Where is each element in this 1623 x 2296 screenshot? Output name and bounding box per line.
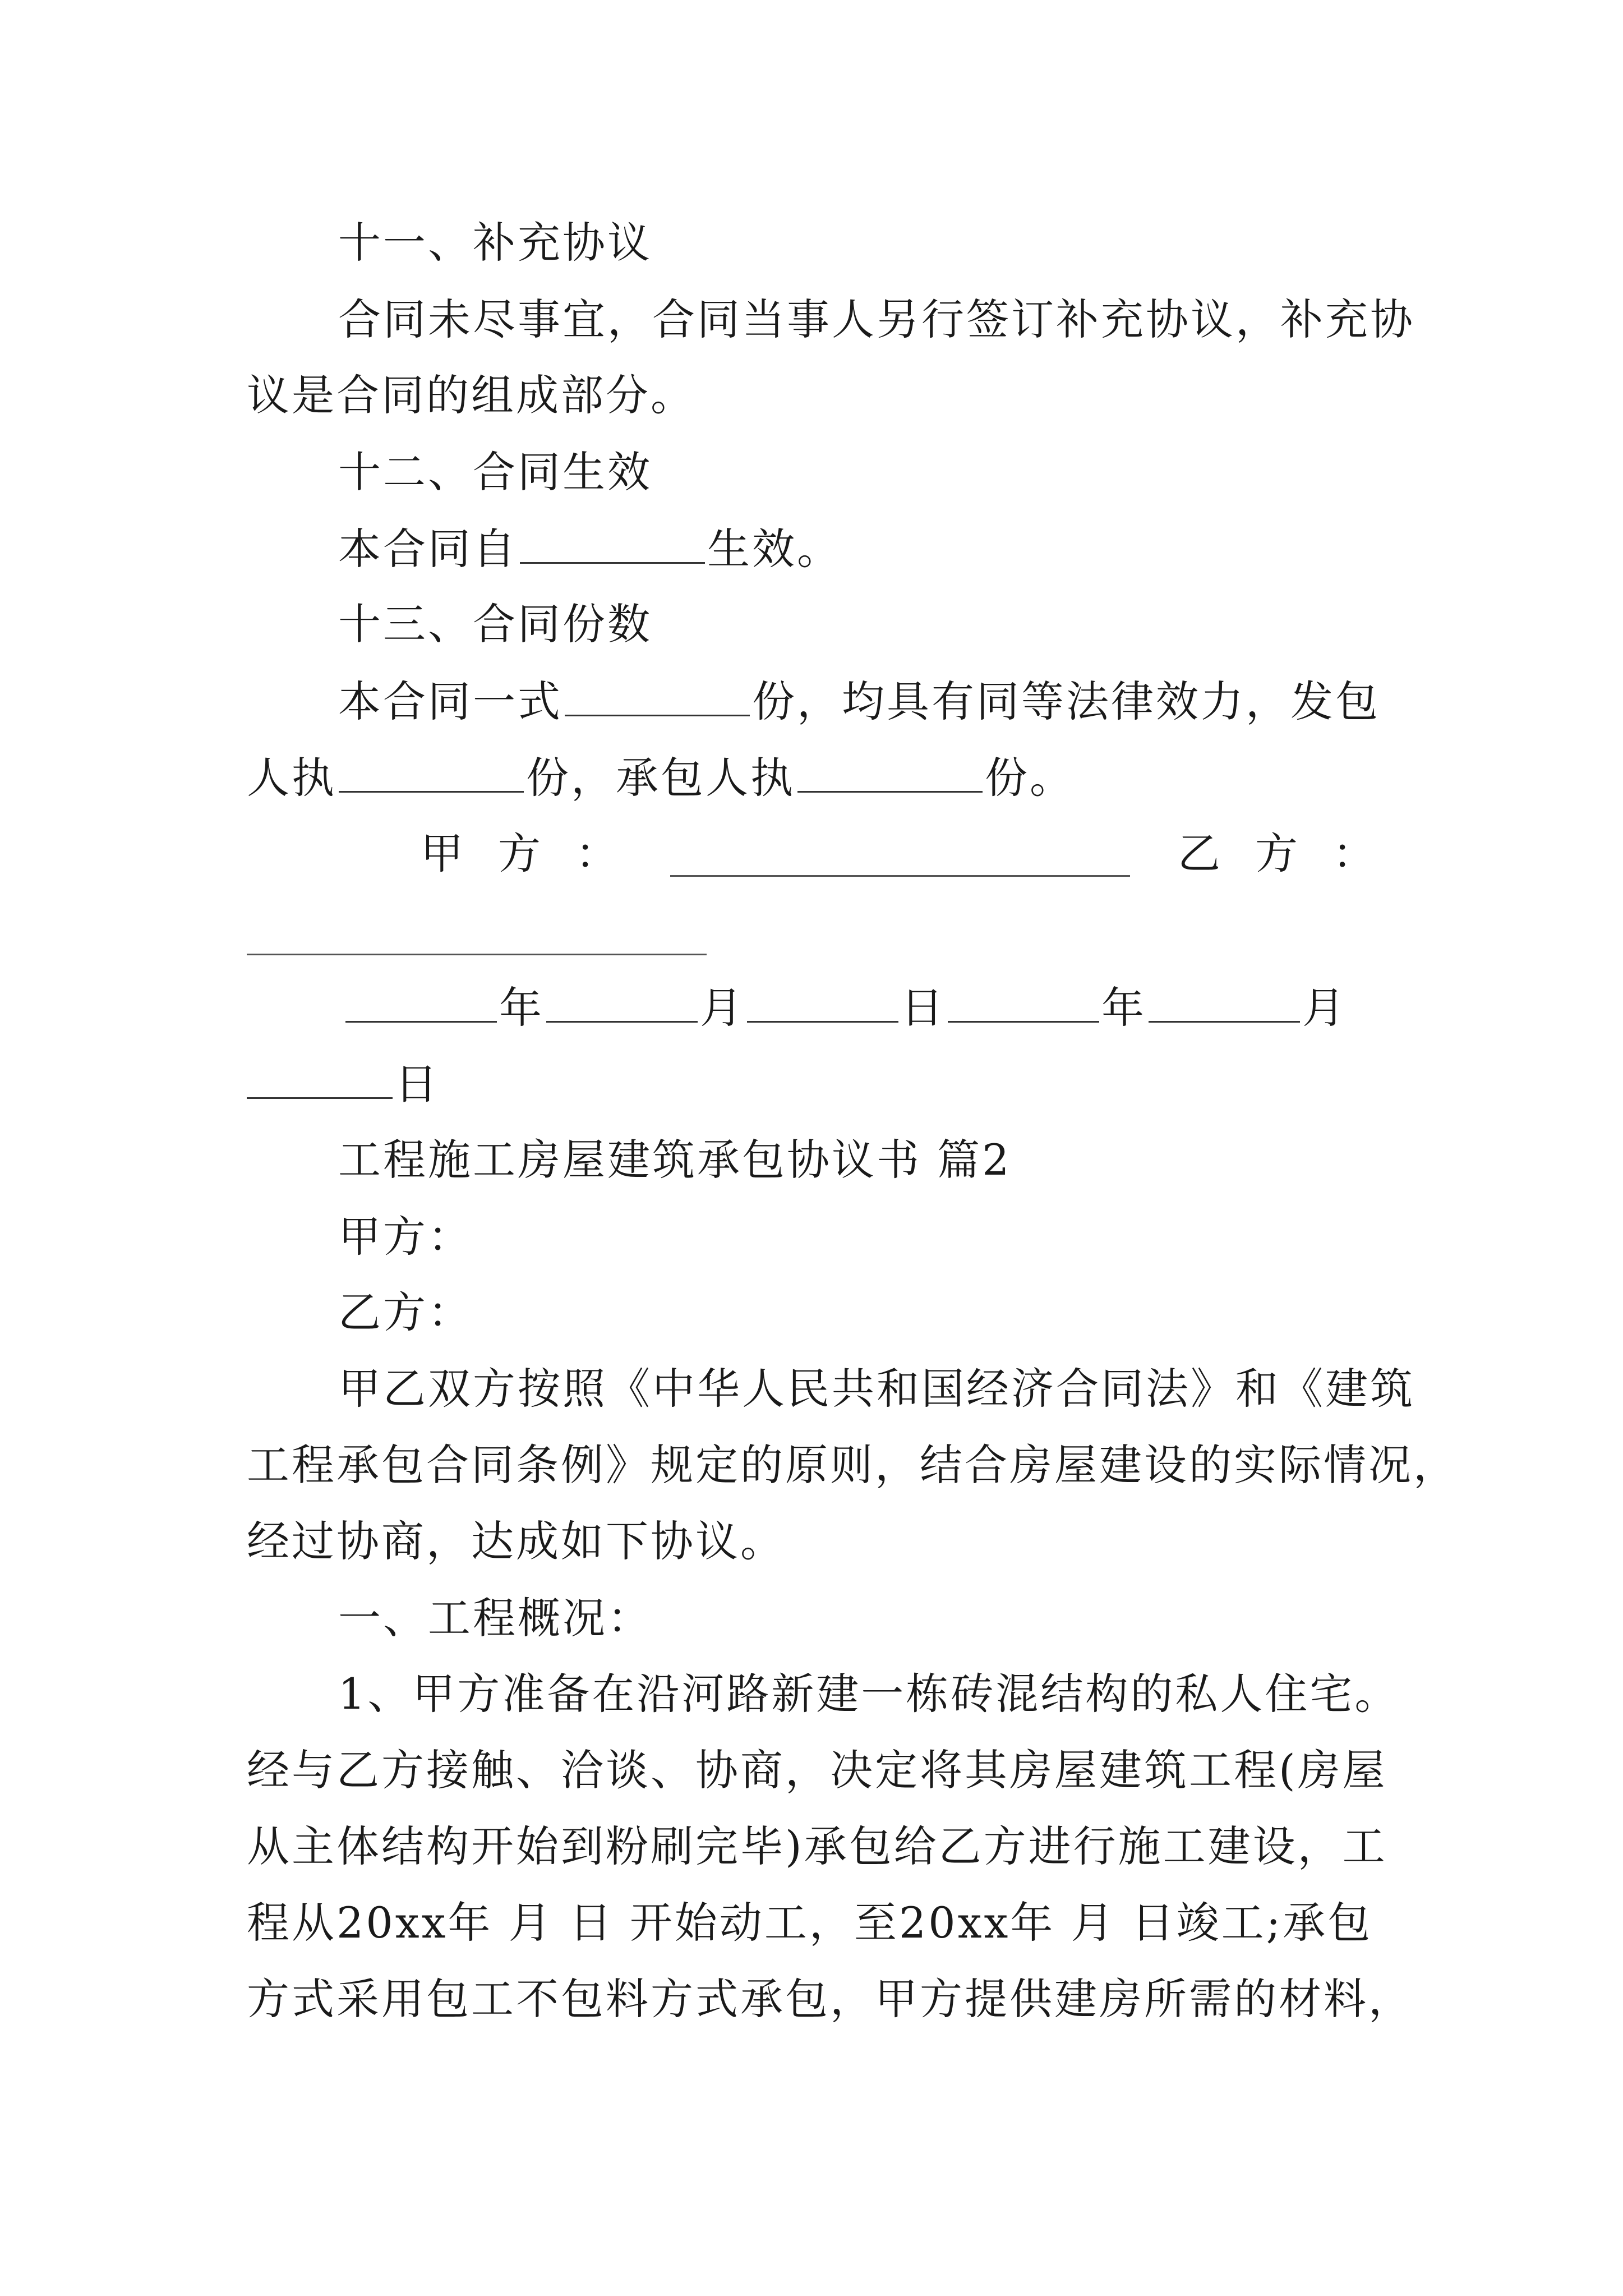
signature-date-line-2 xyxy=(247,1056,1402,1112)
date-a-year-blank[interactable] xyxy=(345,979,497,1023)
section-11-body-line-1: 合同未尽事宜，合同当事人另行签订补充协议，补充协 xyxy=(338,295,1415,344)
date-b-day-label: 日 xyxy=(395,1059,440,1109)
article-2-heading-1: 一、工程概况： xyxy=(338,1593,652,1643)
date-a-year-label: 年 xyxy=(499,983,544,1033)
copies-contractor-blank[interactable] xyxy=(797,749,983,793)
party-b-signature-line[interactable] xyxy=(247,954,707,955)
section-12-text-before: 本合同自 xyxy=(338,524,518,574)
article-2-title: 工程施工房屋建筑承包协议书 篇2 xyxy=(338,1135,1012,1185)
effective-date-blank[interactable] xyxy=(520,521,705,564)
date-a-day-label: 日 xyxy=(901,983,946,1033)
article-2-preamble-line-1: 甲乙双方按照《中华人民共和国经济合同法》和《建筑 xyxy=(338,1364,1415,1414)
copies-employer-blank[interactable] xyxy=(339,749,524,793)
section-13-text-4: 份，承包人执 xyxy=(526,753,795,803)
article-2-para-1-line-4: 程从20xx年 月 日 开始动工，至20xx年 月 日竣工;承包 xyxy=(247,1898,1373,1948)
signature-date-line xyxy=(343,979,1498,1036)
article-2-party-a: 甲方： xyxy=(338,1212,473,1262)
section-13-body-line-2 xyxy=(247,749,1402,806)
date-b-month-label: 月 xyxy=(1302,983,1347,1033)
section-12-text-after: 生效。 xyxy=(707,524,842,574)
party-a-signature-label: 甲方： xyxy=(421,829,653,878)
section-13-text-1: 本合同一式 xyxy=(338,677,562,726)
section-12-title: 十二、合同生效 xyxy=(338,447,652,497)
date-a-month-label: 月 xyxy=(700,983,745,1033)
date-b-year-label: 年 xyxy=(1101,983,1146,1033)
date-b-year-blank[interactable] xyxy=(948,979,1099,1023)
article-2-para-1-line-1: 1、甲方准备在沿河路新建一栋砖混结构的私人住宅。 xyxy=(338,1669,1400,1719)
section-13-text-5: 份。 xyxy=(985,753,1075,803)
article-2-preamble-line-2: 工程承包合同条例》规定的原则，结合房屋建设的实际情况， xyxy=(247,1440,1458,1490)
article-2-preamble-line-3: 经过协商，达成如下协议。 xyxy=(247,1516,785,1566)
section-11-title: 十一、补充协议 xyxy=(338,218,652,268)
article-2-party-b: 乙方： xyxy=(338,1287,473,1337)
section-13-body-line-1 xyxy=(338,673,1493,730)
copies-total-blank[interactable] xyxy=(565,673,750,716)
date-a-month-blank[interactable] xyxy=(546,979,698,1023)
section-13-text-2: 份，均具有同等法律效力，发包 xyxy=(752,677,1380,726)
article-2-para-1-line-3: 从主体结构开始到粉刷完毕)承包给乙方进行施工建设，工 xyxy=(247,1821,1387,1871)
date-a-day-blank[interactable] xyxy=(747,979,898,1023)
date-b-day-blank[interactable] xyxy=(247,1056,393,1099)
party-b-signature-label: 乙方： xyxy=(1178,829,1410,878)
section-13-text-3: 人执 xyxy=(247,753,336,803)
article-2-para-1-line-5: 方式采用包工不包料方式承包，甲方提供建房所需的材料， xyxy=(247,1974,1413,2024)
section-12-body xyxy=(338,521,1493,577)
date-b-month-blank[interactable] xyxy=(1149,979,1300,1023)
section-11-body-line-2: 议是合同的组成部分。 xyxy=(247,370,695,420)
section-13-title: 十三、合同份数 xyxy=(338,599,652,649)
article-2-para-1-line-2: 经与乙方接触、洽谈、协商，决定将其房屋建筑工程(房屋 xyxy=(247,1745,1387,1795)
party-a-signature-line[interactable] xyxy=(670,875,1130,877)
